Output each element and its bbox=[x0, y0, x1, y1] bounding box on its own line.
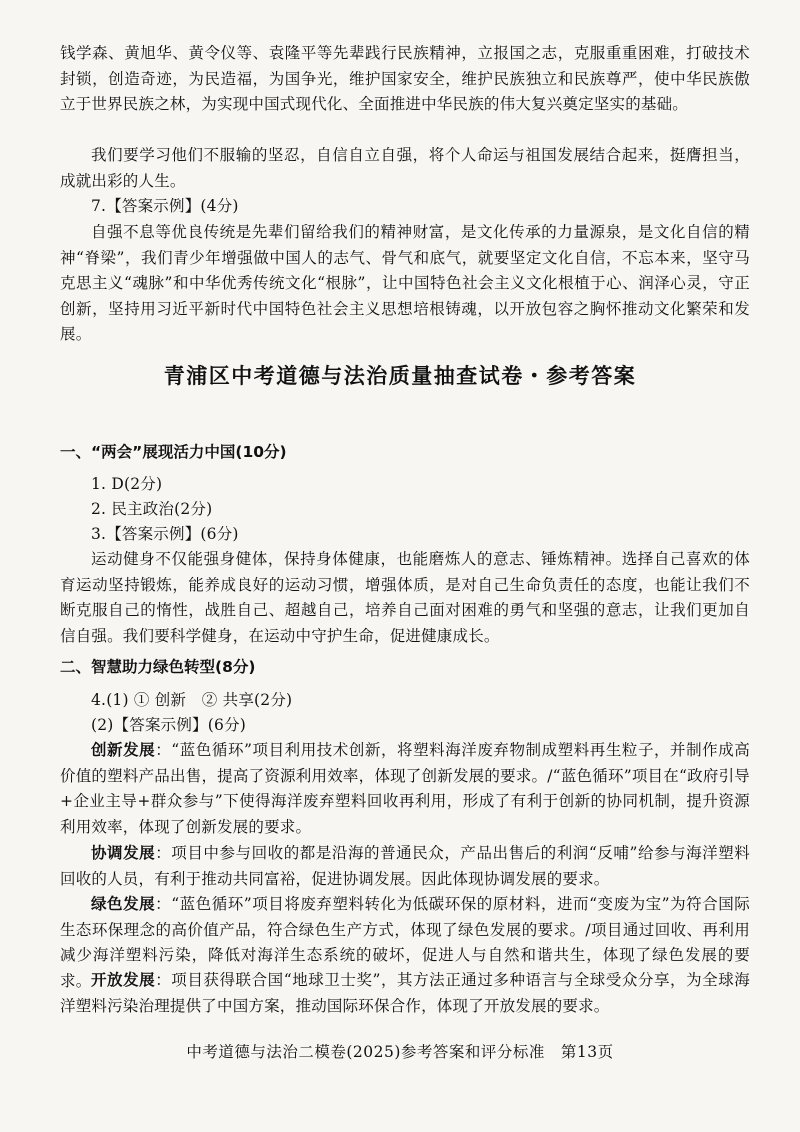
intro-paragraph-2: 我们要学习他们不服输的坚忍，自信自立自强，将个人命运与祖国发展结合起来，挺膺担当，成就出彩的人生。 bbox=[60, 146, 750, 190]
q3-answer: 运动健身不仅能强身健体，保持身体健康，也能磨炼人的意志、锤炼精神。选择自己喜欢的体育运动坚持锻炼，能养成良好的运动习惯，增强体质，是对自己生命负责任的态度，也能让我们不断克服自己的惰性，战胜自己、超越自己，培养自己面对困难的勇气和坚强的意志，让我们更加自信自强。我们要科学健身，在运动中守护生命，促进健康成长。 bbox=[60, 550, 750, 645]
page-title: 青浦区中考道德与法治质量抽查试卷・参考答案 bbox=[163, 364, 637, 388]
coordination-label: 协调发展 bbox=[91, 844, 156, 862]
q4-1-answer: 4.(1) ① 创新 ② 共享(2分) bbox=[91, 691, 293, 709]
green-label: 绿色发展 bbox=[91, 895, 156, 913]
green-text: ：“蓝色循环”项目将废弃塑料转化为低碳环保的原材料，进而“变废为宝”为符合国际生态环保理念的高价值产品，符合绿色生产方式，体现了绿色发展的要求。/项目通过回收、再利用减少海洋塑料污染，降低对海洋生态系统的破坏，促进人与自然和谐共生，体现了绿色发展的要求。 bbox=[60, 895, 750, 990]
innovation-paragraph bbox=[60, 738, 750, 840]
q7-answer: 自强不息等优良传统是先辈们留给我们的精神财富，是文化传承的力量源泉，是文化自信的精神“脊梁”，我们青少年增强做中国人的志气、骨气和底气，就要坚定文化自信，不忘本来，坚守马克思主义“魂脉”和中华优秀传统文化“根脉”，让中国特色社会主义文化根植于心、润泽心灵，守正创新，坚持用习近平新时代中国特色社会主义思想培根铸魂，以开放包容之胸怀推动文化繁荣和发展。 bbox=[60, 223, 750, 343]
openness-label: 开放发展 bbox=[91, 971, 156, 989]
openness-paragraph bbox=[60, 968, 750, 1019]
coordination-paragraph bbox=[60, 841, 750, 892]
innovation-text: ：“蓝色循环”项目利用技术创新，将塑料海洋废弃物制成塑料再生粒子，并制作成高价值的塑料产品出售，提高了资源利用效率，体现了创新发展的要求。/“蓝色循环”项目在“政府引导+企业主导+群众参与”下使得海洋废弃塑料回收再利用，形成了有利于创新的协同机制，提升资源利用效率，体现了创新发展的要求。 bbox=[60, 741, 750, 836]
innovation-label: 创新发展 bbox=[91, 741, 156, 759]
coordination-text: ：项目中参与回收的都是沿海的普通民众，产品出售后的利润“反哺”给参与海洋塑料回收的人员，有利于推动共同富裕，促进协调发展。因此体现协调发展的要求。 bbox=[60, 844, 750, 888]
q7-label: 7.【答案示例】(4分) bbox=[91, 197, 239, 215]
section1-heading: 一、“两会”展现活力中国(10分) bbox=[60, 443, 287, 461]
q4-2-label: (2)【答案示例】(6分) bbox=[91, 716, 247, 734]
q1-answer: 1. D(2分) bbox=[91, 475, 163, 493]
page-footer: 中考道德与法治二模卷(2025)参考答案和评分标准 第13页 bbox=[186, 1043, 614, 1061]
q2-answer: 2. 民主政治(2分) bbox=[91, 500, 213, 518]
section2-heading: 二、智慧助力绿色转型(8分) bbox=[60, 658, 256, 676]
openness-text: ：项目获得联合国“地球卫士奖”，其方法正通过多种语言与全球受众分享，为全球海洋塑料污染治理提供了中国方案，推动国际环保合作，体现了开放发展的要求。 bbox=[60, 971, 750, 1015]
q3-label: 3.【答案示例】(6分) bbox=[91, 525, 239, 543]
intro-paragraph-1: 钱学森、黄旭华、黄令仪等、袁隆平等先辈践行民族精神，立报国之志，克服重重困难，打破技术封锁，创造奇迹，为民造福，为国争光，维护国家安全，维护民族独立和民族尊严，使中华民族傲立于世界民族之林，为实现中国式现代化、全面推进中华民族的伟大复兴奠定坚实的基础。 bbox=[60, 44, 750, 113]
